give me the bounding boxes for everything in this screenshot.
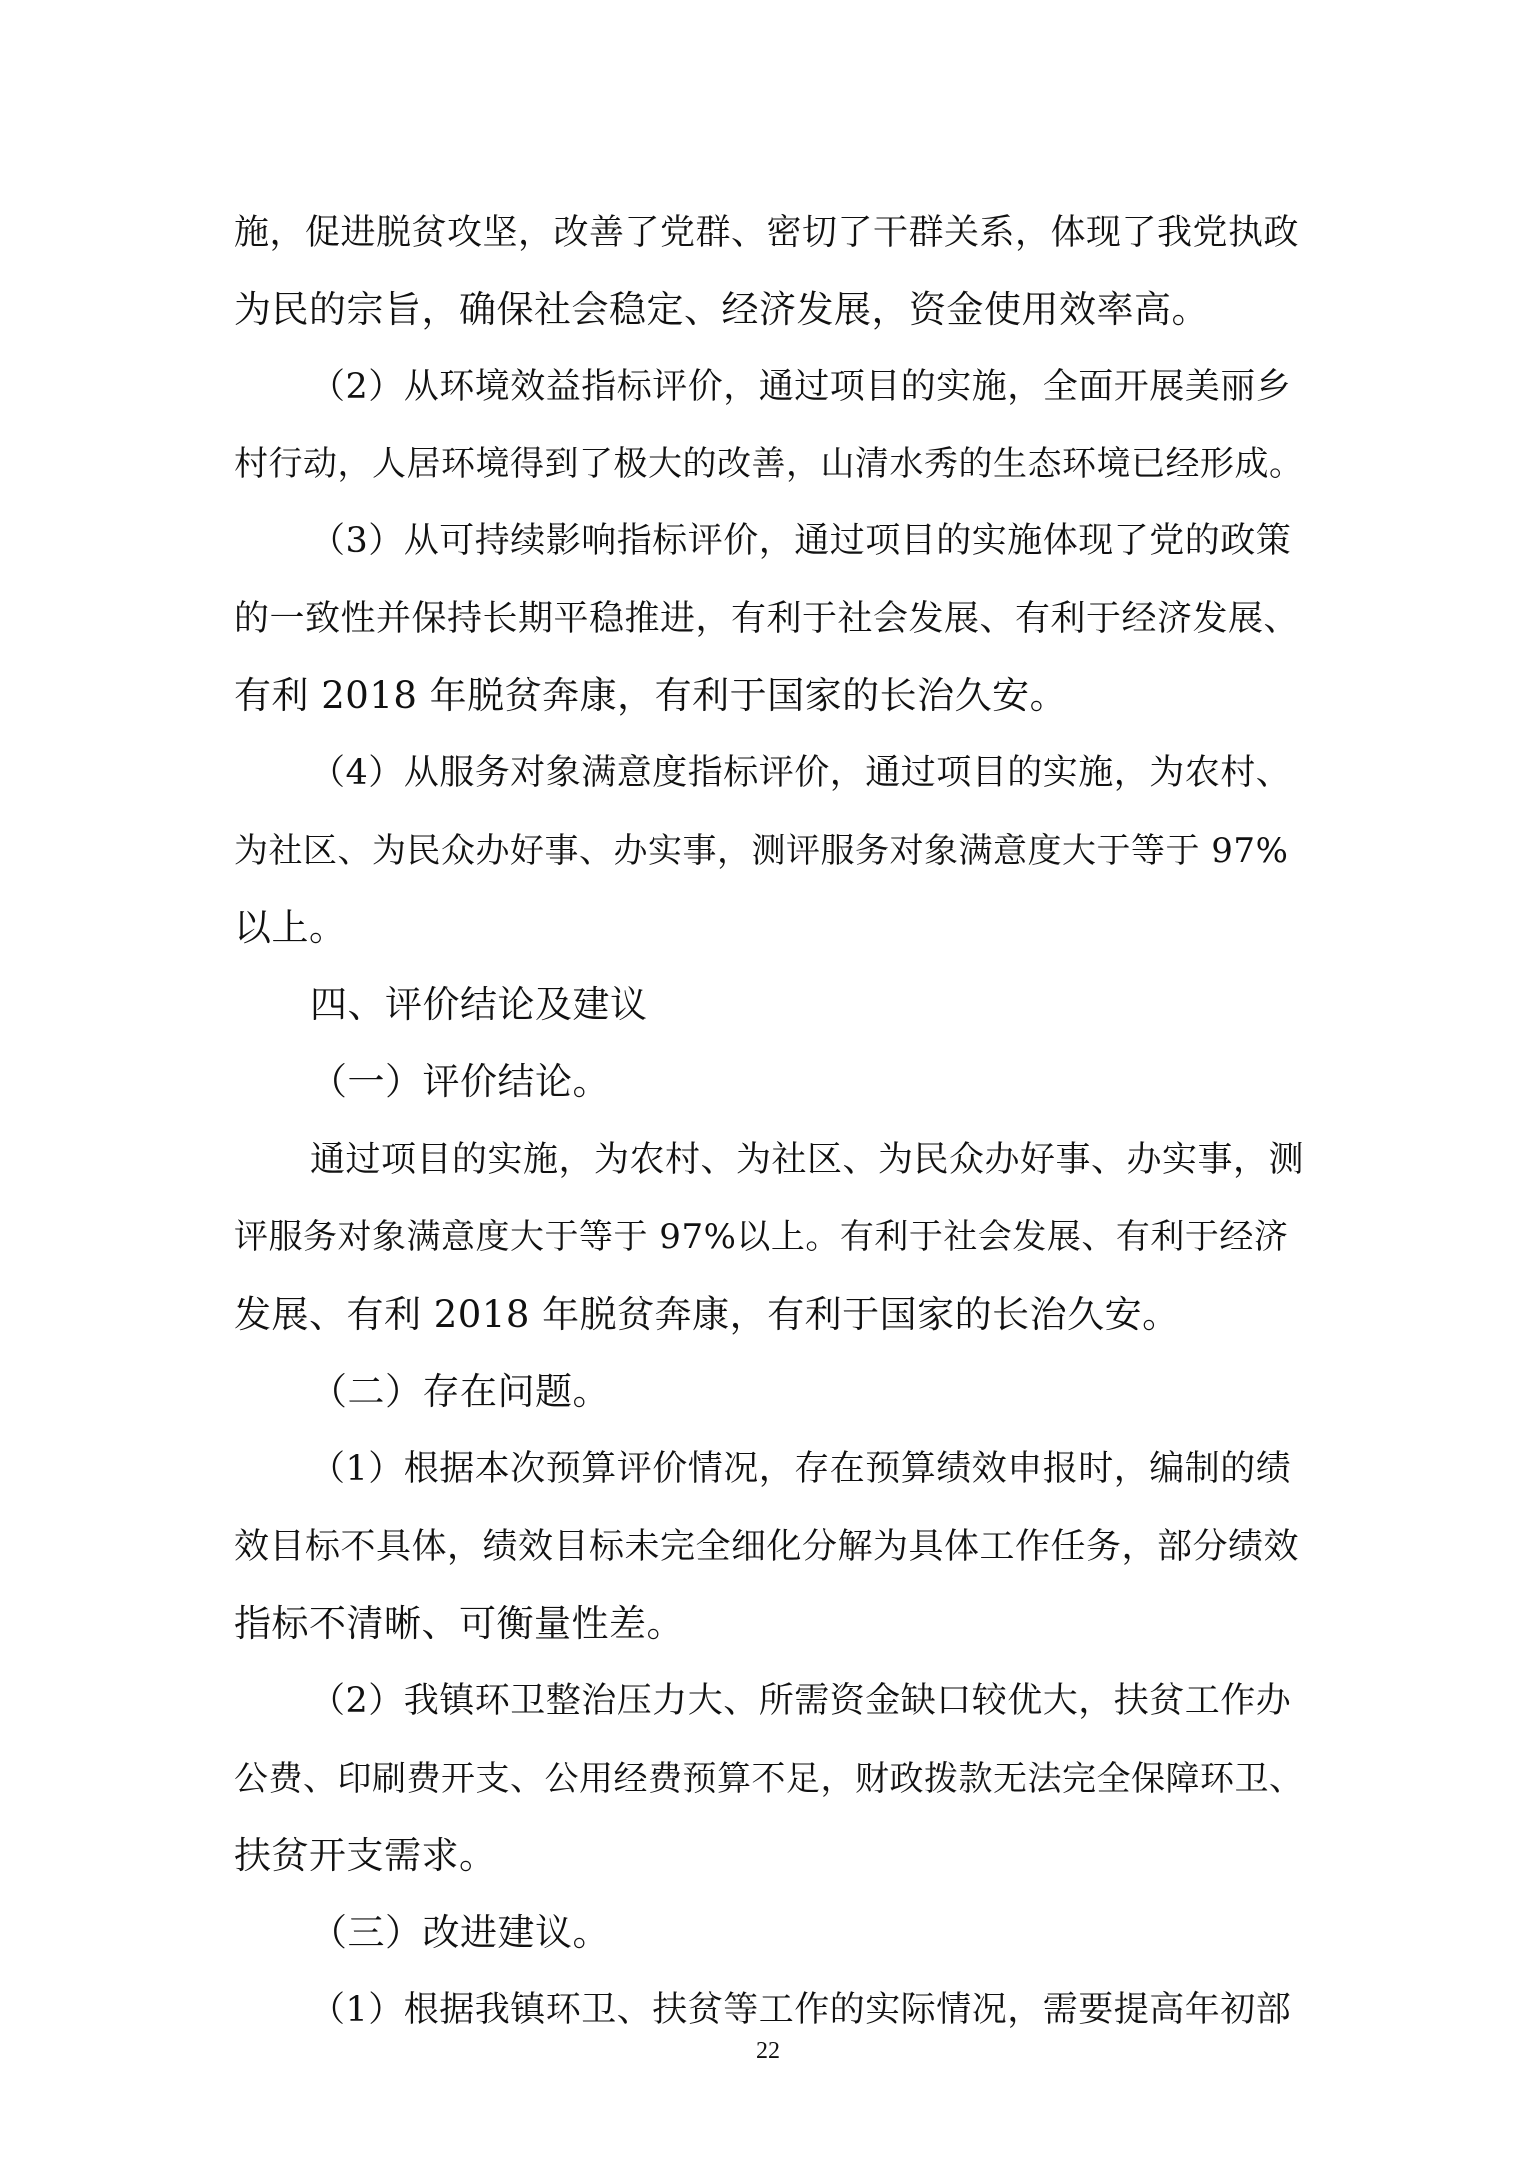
text-line: 公费、印刷费开支、公用经费预算不足，财政拨款无法完全保障环卫、 [234, 1759, 1304, 1799]
text-line: 通过项目的实施，为农村、为社区、为民众办好事、办实事，测 [310, 1140, 1305, 1180]
subsection-heading: （一）评价结论。 [310, 1060, 610, 1103]
text-line: （1）根据我镇环卫、扶贫等工作的实际情况，需要提高年初部 [310, 1990, 1292, 2030]
section-heading: 四、评价结论及建议 [310, 983, 648, 1026]
subsection-heading: （二）存在问题。 [310, 1370, 610, 1413]
text-line: （1）根据本次预算评价情况，存在预算绩效申报时，编制的绩 [310, 1449, 1292, 1489]
text-line: 村行动，人居环境得到了极大的改善，山清水秀的生态环境已经形成。 [234, 444, 1304, 484]
text-line: （2）我镇环卫整治压力大、所需资金缺口较优大，扶贫工作办 [310, 1681, 1292, 1721]
text-line: （4）从服务对象满意度指标评价，通过项目的实施，为农村、 [310, 753, 1292, 793]
text-line: 效目标不具体，绩效目标未完全细化分解为具体工作任务，部分绩效 [234, 1527, 1300, 1567]
text-line: 发展、有利 2018 年脱贫奔康，有利于国家的长治久安。 [234, 1293, 1180, 1336]
text-line: 为民的宗旨，确保社会稳定、经济发展，资金使用效率高。 [234, 288, 1209, 331]
text-line: 指标不清晰、可衡量性差。 [234, 1602, 684, 1645]
text-line: （3）从可持续影响指标评价，通过项目的实施体现了党的政策 [310, 521, 1292, 561]
text-line: 的一致性并保持长期平稳推进，有利于社会发展、有利于经济发展、 [234, 599, 1300, 639]
text-line: 以上。 [234, 906, 347, 949]
subsection-heading: （三）改进建议。 [310, 1911, 610, 1954]
text-line: 有利 2018 年脱贫奔康，有利于国家的长治久安。 [234, 674, 1068, 717]
page-number: 22 [756, 2038, 780, 2064]
text-line: 评服务对象满意度大于等于 97%以上。有利于社会发展、有利于经济 [234, 1217, 1289, 1257]
text-line: （2）从环境效益指标评价，通过项目的实施，全面开展美丽乡 [310, 367, 1292, 407]
text-line: 为社区、为民众办好事、办实事，测评服务对象满意度大于等于 97% [234, 831, 1289, 871]
text-line: 扶贫开支需求。 [234, 1834, 497, 1877]
text-line: 施，促进脱贫攻坚，改善了党群、密切了干群关系，体现了我党执政 [234, 213, 1300, 253]
